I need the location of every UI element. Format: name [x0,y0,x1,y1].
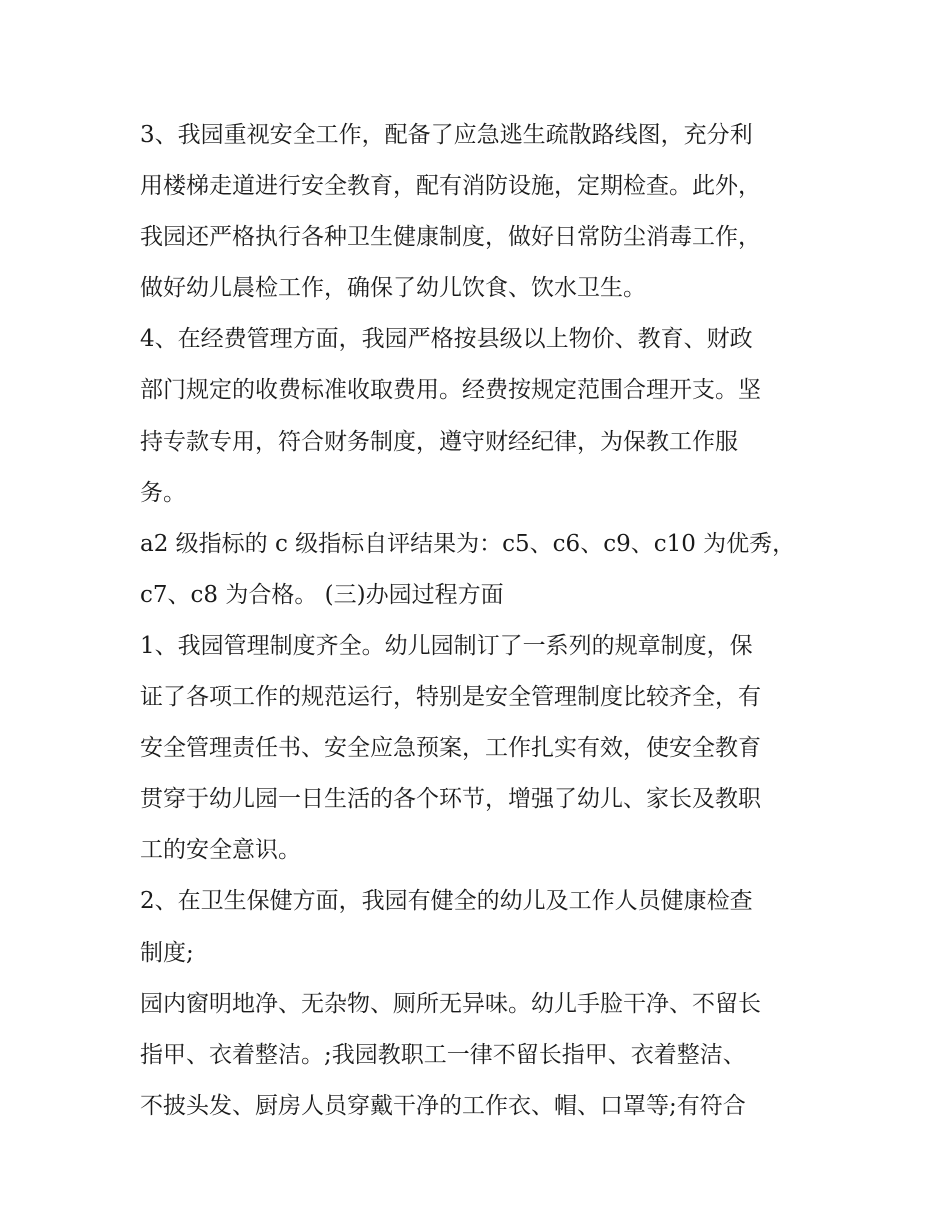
document-body [140,110,820,1132]
text-line: 安全管理责任书、安全应急预案，工作扎实有效，使安全教育 [140,735,761,762]
text-line: 园内窗明地净、无杂物、厕所无异味。幼儿手脸干净、不留长 [140,990,761,1017]
text-line: 用楼梯走道进行安全教育，配有消防设施，定期检查。此外， [140,173,761,200]
text-line: 4、在经费管理方面，我园严格按县级以上物价、教育、财政 [140,326,753,353]
text-line: 做好幼儿晨检工作，确保了幼儿饮食、饮水卫生。 [140,275,646,302]
text-line: 工的安全意识。 [140,837,301,864]
text-line: 持专款专用，符合财务制度，遵守财经纪律，为保教工作服 [140,428,738,455]
text-line: 指甲、衣着整洁。;我园教职工一律不留长指甲、衣着整洁、 [140,1041,746,1068]
text-line: c7、c8 为合格。 (三)办园过程方面 [140,581,504,608]
text-line: 不披头发、厨房人员穿戴干净的工作衣、帽、口罩等;有符合 [140,1092,746,1119]
text-line: 证了各项工作的规范运行，特别是安全管理制度比较齐全，有 [140,684,761,711]
text-line: a2 级指标的 c 级指标自评结果为：c5、c6、c9、c10 为优秀， [140,530,796,557]
text-line: 制度; [140,939,194,966]
text-line: 1、我园管理制度齐全。幼儿园制订了一系列的规章制度，保 [140,632,753,659]
text-line: 我园还严格执行各种卫生健康制度，做好日常防尘消毒工作， [140,224,761,251]
text-line: 务。 [140,479,186,506]
text-line: 2、在卫生保健方面，我园有健全的幼儿及工作人员健康检查 [140,888,753,915]
text-line: 贯穿于幼儿园一日生活的各个环节，增强了幼儿、家长及教职 [140,786,761,813]
text-line: 3、我园重视安全工作，配备了应急逃生疏散路线图，充分利 [140,122,753,148]
text-line: 部门规定的收费标准收取费用。经费按规定范围合理开支。坚 [140,377,761,404]
